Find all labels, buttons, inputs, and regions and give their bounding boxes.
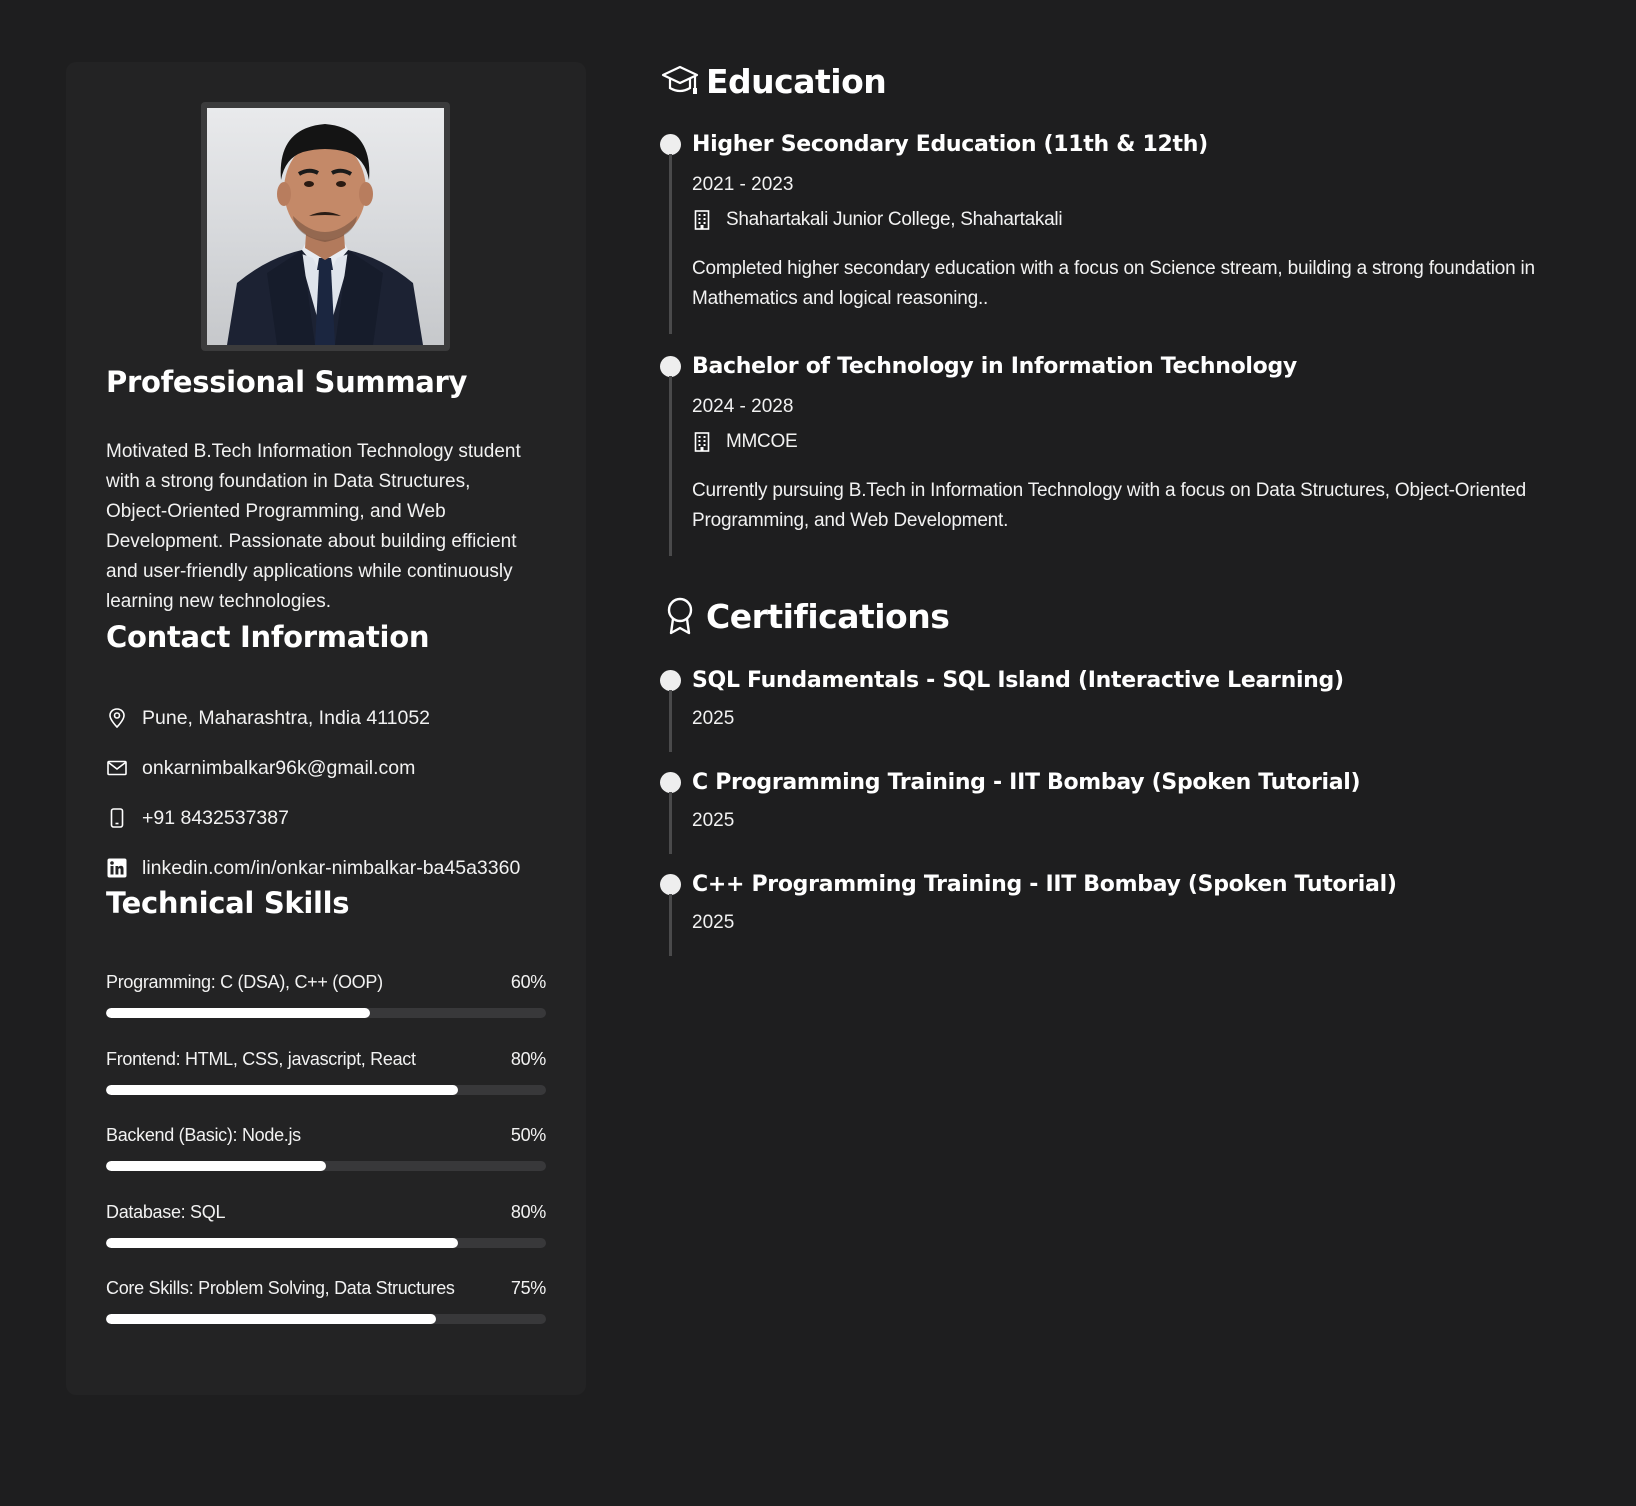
education-description: Completed higher secondary education with a focus on Science stream, building a strong foundation in Mathematics and logical reasoning..	[692, 258, 1535, 309]
skill-label: Programming: C (DSA), C++ (OOP)	[106, 971, 383, 992]
profile-photo	[207, 108, 444, 345]
certifications-heading-text: Certifications	[706, 596, 950, 636]
summary-heading: Professional Summary	[106, 365, 468, 399]
skill-item	[106, 970, 546, 1018]
education-title: Higher Secondary Education (11th & 12th)	[692, 132, 1208, 157]
contact-phone[interactable]	[106, 804, 289, 832]
certification-title: C++ Programming Training - IIT Bombay (Spoken Tutorial)	[692, 872, 1397, 897]
skills-heading: Technical Skills	[106, 886, 350, 920]
timeline-dot	[660, 670, 681, 691]
education-heading-text: Education	[706, 61, 887, 101]
education-heading	[660, 61, 886, 101]
linkedin-link[interactable]: linkedin.com/in/onkar-nimbalkar-ba45a3360	[142, 856, 521, 879]
main-column	[650, 0, 1630, 1506]
timeline-line	[669, 690, 672, 752]
mail-icon	[106, 757, 128, 779]
skill-percent: 80%	[510, 1201, 546, 1222]
education-date: 2024 - 2028	[692, 396, 794, 417]
certification-date: 2025	[692, 708, 735, 729]
email-link[interactable]: onkarnimbalkar96k@gmail.com	[142, 756, 416, 779]
skill-item	[106, 1276, 546, 1324]
timeline-dot	[660, 874, 681, 895]
institution-name: Shahartakali Junior College, Shahartakali	[726, 209, 1063, 230]
education-date: 2021 - 2023	[692, 174, 794, 195]
contact-heading: Contact Information	[106, 620, 430, 654]
education-description: Currently pursuing B.Tech in Information Technology with a focus on Data Structures, Object-Oriented Programming, and Web Development.	[692, 480, 1527, 531]
profile-photo-frame	[201, 102, 450, 351]
certifications-heading	[660, 596, 949, 636]
skill-percent: 75%	[510, 1277, 546, 1298]
skill-bar-fill	[106, 1085, 458, 1095]
education-institution	[692, 209, 1062, 231]
education-institution	[692, 431, 797, 453]
skill-item	[106, 1200, 546, 1248]
timeline-line	[669, 376, 672, 556]
skill-bar-fill	[106, 1008, 370, 1018]
timeline-dot	[660, 356, 681, 377]
skill-bar-track	[106, 1314, 546, 1324]
skill-item	[106, 1123, 546, 1171]
timeline-line	[669, 792, 672, 854]
certification-date: 2025	[692, 810, 735, 831]
skill-percent: 80%	[510, 1048, 546, 1069]
summary-text: Motivated B.Tech Information Technology student with a strong foundation in Data Structures, Object-Oriented Programming, and Web Development. Passionate about building efficient and user-friendly applications while continuously learning new technologies.	[106, 441, 521, 612]
contact-location	[106, 704, 430, 732]
certification-title: SQL Fundamentals - SQL Island (Interactive Learning)	[692, 668, 1344, 693]
skill-label: Frontend: HTML, CSS, javascript, React	[106, 1048, 416, 1069]
certification-title: C Programming Training - IIT Bombay (Spoken Tutorial)	[692, 770, 1361, 795]
institution-name: MMCOE	[726, 431, 798, 452]
skill-item	[106, 1047, 546, 1095]
phone-link[interactable]: +91 8432537387	[142, 806, 289, 829]
graduation-cap-icon	[660, 61, 700, 101]
skill-bar-track	[106, 1008, 546, 1018]
skill-percent: 60%	[510, 971, 546, 992]
contact-linkedin[interactable]	[106, 854, 520, 882]
timeline-line	[669, 894, 672, 956]
timeline-dot	[660, 134, 681, 155]
timeline-line	[669, 154, 672, 334]
skill-bar-fill	[106, 1238, 458, 1248]
education-title: Bachelor of Technology in Information Technology	[692, 354, 1297, 379]
skill-bar-fill	[106, 1314, 436, 1324]
building-icon	[692, 431, 712, 453]
skill-percent: 50%	[510, 1124, 546, 1145]
skill-bar-track	[106, 1161, 546, 1171]
phone-icon	[106, 807, 128, 829]
certification-date: 2025	[692, 912, 735, 933]
skill-bar-fill	[106, 1161, 326, 1171]
location-text: Pune, Maharashtra, India 411052	[142, 706, 431, 729]
map-pin-icon	[106, 707, 128, 729]
linkedin-icon	[106, 857, 128, 879]
timeline-dot	[660, 772, 681, 793]
skill-label: Database: SQL	[106, 1201, 226, 1222]
skill-label: Core Skills: Problem Solving, Data Structures	[106, 1277, 455, 1298]
sidebar-card	[66, 62, 586, 1395]
contact-email[interactable]	[106, 754, 415, 782]
award-icon	[660, 596, 700, 636]
skill-bar-track	[106, 1238, 546, 1248]
skill-label: Backend (Basic): Node.js	[106, 1124, 301, 1145]
building-icon	[692, 209, 712, 231]
skill-bar-track	[106, 1085, 546, 1095]
